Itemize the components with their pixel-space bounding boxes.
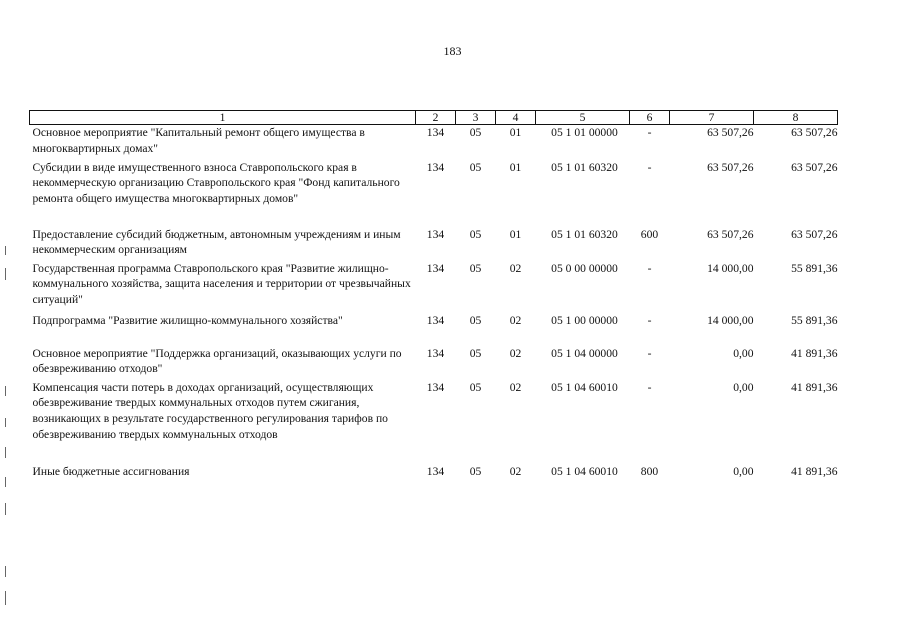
- table-row: [30, 160, 838, 227]
- table-row: [30, 313, 838, 346]
- row-subsection: 02: [509, 464, 522, 478]
- row-expense-type: -: [647, 313, 652, 327]
- row-expense-type: -: [647, 380, 652, 394]
- row-target-code: 05 1 04 60010: [551, 380, 618, 394]
- row-subsection: 02: [509, 380, 522, 394]
- header-col-7: 7: [670, 111, 754, 125]
- scan-mark: [5, 447, 6, 458]
- row-name: Предоставление субсидий бюджетным, автономным учреждениям и иным некоммерческим организациям: [32, 227, 401, 257]
- row-target-code: 05 1 01 60320: [551, 227, 618, 241]
- table-row: [30, 380, 838, 464]
- row-ministry-code: 134: [426, 261, 445, 275]
- row-expense-type: 600: [640, 227, 659, 241]
- row-expense-type: -: [647, 346, 652, 360]
- row-subsection: 01: [509, 160, 522, 174]
- row-ministry-code: 134: [426, 160, 445, 174]
- header-col-1: 1: [30, 111, 416, 125]
- row-amount-8: 55 891,36: [791, 313, 838, 327]
- table-body: [30, 125, 838, 484]
- row-target-code: 05 1 01 00000: [551, 126, 618, 139]
- budget-table: [29, 110, 838, 484]
- scan-mark: [5, 566, 6, 577]
- row-section: 05: [469, 346, 482, 360]
- header-col-6: 6: [630, 111, 670, 125]
- table-row: [30, 227, 838, 261]
- row-ministry-code: 134: [426, 464, 445, 478]
- row-target-code: 05 1 04 00000: [551, 346, 618, 360]
- row-amount-8: 41 891,36: [791, 346, 838, 360]
- row-expense-type: 800: [640, 464, 659, 478]
- row-target-code: 05 1 00 00000: [551, 313, 618, 327]
- row-amount-7: 0,00: [733, 380, 754, 394]
- row-amount-8: 55 891,36: [791, 261, 838, 275]
- table-header: [30, 111, 838, 125]
- row-name: Основное мероприятие "Поддержка организаций, оказывающих услуги по обезвреживанию отходов": [32, 346, 402, 376]
- row-subsection: 02: [509, 261, 522, 275]
- row-amount-7: 0,00: [733, 346, 754, 360]
- scan-mark: [5, 503, 6, 515]
- scan-mark: [5, 386, 6, 396]
- row-target-code: 05 0 00 00000: [551, 261, 618, 275]
- row-section: 05: [469, 380, 482, 394]
- header-col-8: 8: [754, 111, 838, 125]
- row-subsection: 01: [509, 227, 522, 241]
- scan-mark: [5, 477, 6, 487]
- row-amount-8: 63 507,26: [791, 160, 838, 174]
- row-name: Подпрограмма "Развитие жилищно-коммунального хозяйства": [32, 313, 343, 327]
- row-amount-8: 63 507,26: [791, 227, 838, 241]
- row-subsection: 02: [509, 313, 522, 327]
- row-ministry-code: 134: [426, 126, 445, 139]
- row-ministry-code: 134: [426, 313, 445, 327]
- row-section: 05: [469, 160, 482, 174]
- row-name: Субсидии в виде имущественного взноса Ставропольского края в некоммерческую организацию Ставропольского края "Фонд капитального ремонта общего имущества многоквартирных домов": [32, 160, 400, 206]
- row-expense-type: -: [647, 261, 652, 275]
- scan-mark: [5, 246, 6, 255]
- header-col-3: 3: [456, 111, 496, 125]
- row-amount-7: 0,00: [733, 464, 754, 478]
- row-name: Государственная программа Ставропольского края "Развитие жилищно-коммунального хозяйства, защита населения и территории от чрезвычайных ситуаций": [32, 261, 411, 307]
- row-subsection: 01: [509, 126, 522, 139]
- header-col-2: 2: [416, 111, 456, 125]
- row-amount-7: 14 000,00: [707, 313, 754, 327]
- row-name: Компенсация части потерь в доходах организаций, осуществляющих обезвреживание твердых коммунальных отходов путем сжигания, возникающих в результате государственного регулирования тарифов по обезвреживанию твердых коммунальных отходов: [32, 380, 388, 441]
- row-section: 05: [469, 126, 482, 139]
- scan-mark: [5, 418, 6, 427]
- page-number: 183: [443, 44, 462, 58]
- row-amount-7: 14 000,00: [707, 261, 754, 275]
- header-col-4: 4: [496, 111, 536, 125]
- row-name: Иные бюджетные ассигнования: [32, 464, 190, 478]
- row-target-code: 05 1 04 60010: [551, 464, 618, 478]
- scan-mark: [5, 268, 6, 280]
- row-section: 05: [469, 261, 482, 275]
- row-ministry-code: 134: [426, 380, 445, 394]
- row-subsection: 02: [509, 346, 522, 360]
- row-amount-8: 63 507,26: [791, 126, 838, 139]
- row-amount-7: 63 507,26: [707, 227, 754, 241]
- row-amount-7: 63 507,26: [707, 160, 754, 174]
- table-row: [30, 346, 838, 380]
- row-section: 05: [469, 227, 482, 241]
- header-col-5: 5: [536, 111, 630, 125]
- row-name: Основное мероприятие "Капитальный ремонт общего имущества в многоквартирных домах": [32, 126, 365, 155]
- row-ministry-code: 134: [426, 227, 445, 241]
- row-target-code: 05 1 01 60320: [551, 160, 618, 174]
- row-amount-7: 63 507,26: [707, 126, 754, 139]
- row-amount-8: 41 891,36: [791, 464, 838, 478]
- table-row: [30, 125, 838, 160]
- row-ministry-code: 134: [426, 346, 445, 360]
- table-row: [30, 261, 838, 313]
- row-expense-type: -: [647, 126, 652, 139]
- table-row: [30, 464, 838, 484]
- scan-mark: [5, 591, 6, 605]
- header-row: [30, 111, 838, 125]
- row-amount-8: 41 891,36: [791, 380, 838, 394]
- row-section: 05: [469, 313, 482, 327]
- row-expense-type: -: [647, 160, 652, 174]
- row-section: 05: [469, 464, 482, 478]
